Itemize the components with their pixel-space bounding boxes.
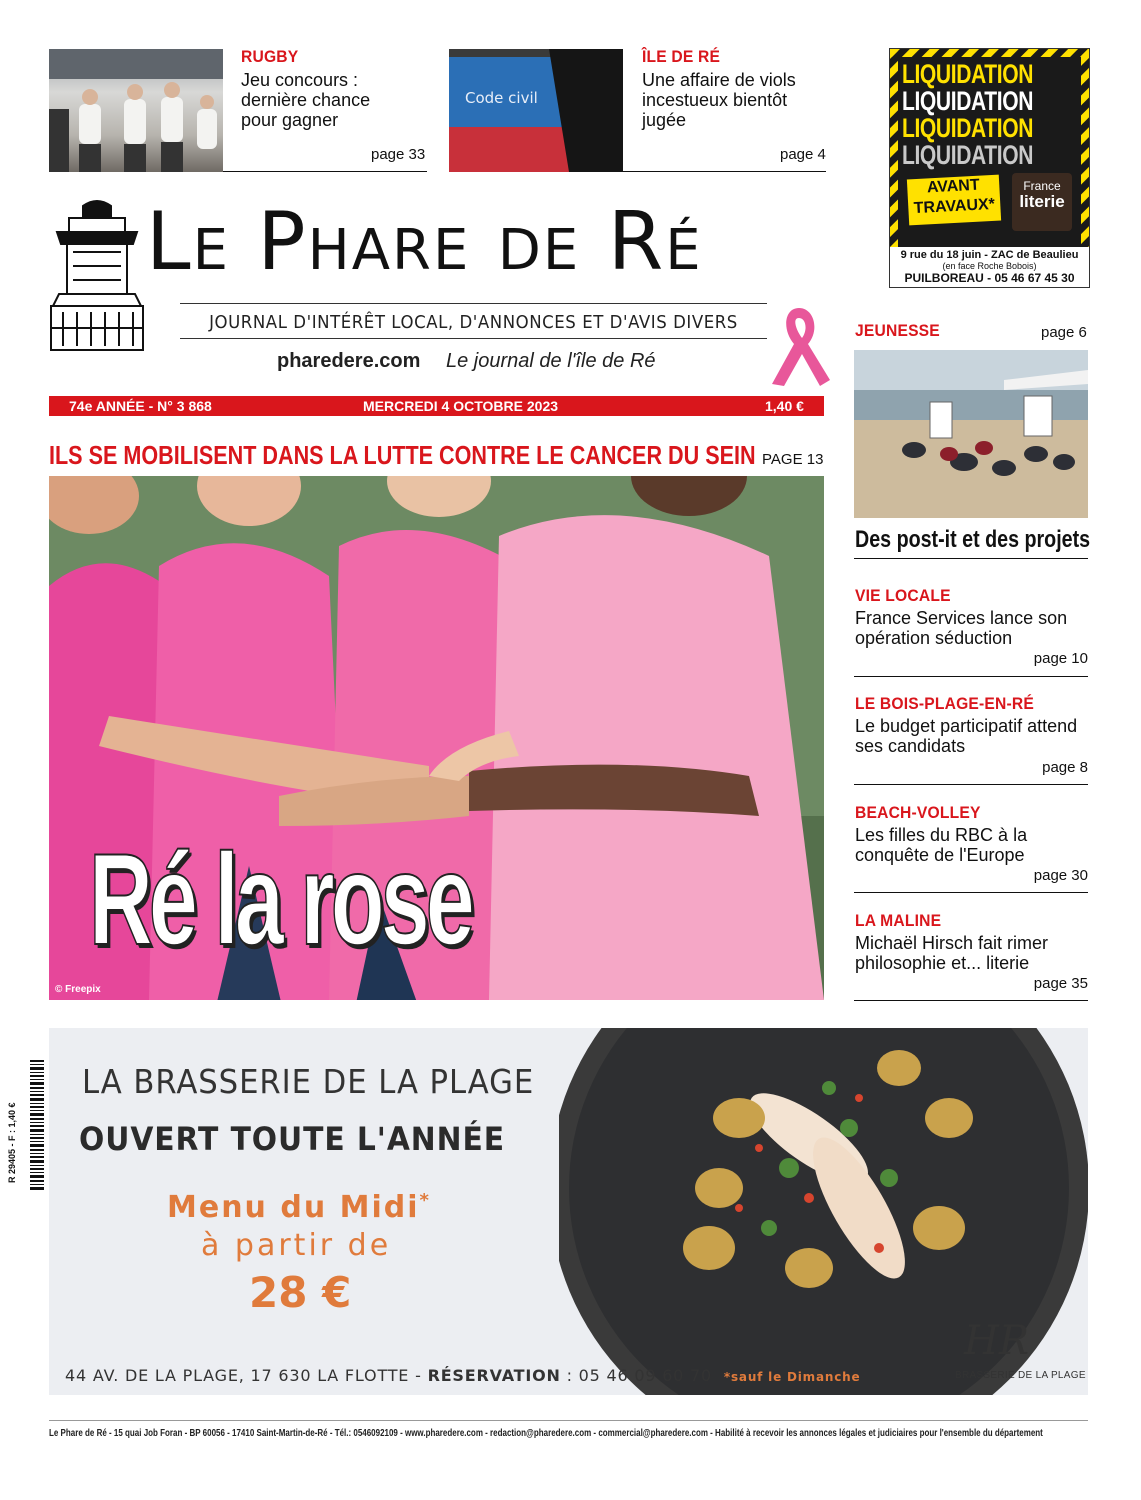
ad-address-2: (en face Roche Bobois)	[942, 261, 1037, 271]
sidebar-item-kicker: BEACH-VOLLEY	[855, 803, 981, 822]
issue-date: MERCREDI 4 OCTOBRE 2023	[363, 398, 559, 414]
barcode-text: R 29405 - F : 1,40 €	[7, 1102, 17, 1183]
france-literie-logo	[1012, 173, 1072, 231]
rugby-kicker: RUGBY	[241, 47, 299, 66]
masthead-rule-top	[180, 303, 767, 304]
sidebar-item-text: France Services lance son opération séduction	[855, 608, 1068, 648]
photo-credit: © Freepix	[55, 984, 101, 995]
ile-de-re-kicker: ÎLE DE RÉ	[642, 47, 721, 66]
menu-star: *	[419, 1190, 431, 1211]
sidebar-item-text: Michaël Hirsch fait rimer philosophie et... literie	[855, 933, 1049, 973]
reservation-label: RÉSERVATION	[427, 1366, 561, 1385]
main-headline-page[interactable]: PAGE 13	[762, 451, 824, 468]
sidebar-item-kicker: LA MALINE	[855, 911, 942, 930]
sidebar-rule-4	[854, 1000, 1088, 1001]
code-civil-label: Code civil	[465, 89, 538, 107]
liquidation-ad[interactable]	[889, 48, 1090, 288]
sidebar-item-text: Les filles du RBC à la conquête de l'Europe	[855, 825, 1028, 865]
rugby-teaser[interactable]: Jeu concours : dernière chance pour gagner	[241, 70, 371, 130]
sidebar-item-page: page 10	[1033, 650, 1088, 667]
jeunesse-headline[interactable]: Des post-it et des projets	[855, 526, 1091, 553]
sidebar-item-la-maline[interactable]	[855, 911, 1088, 1001]
menu-price: 28 €	[249, 1268, 352, 1317]
rugby-photo-illustration	[49, 49, 223, 172]
main-headline[interactable]: ILS SE MOBILISENT DANS LA LUTTE CONTRE LE CANCER DU SEIN	[49, 440, 756, 470]
code-civil-photo	[449, 49, 623, 172]
masthead-tagline: Le journal de l'île de Ré	[446, 350, 656, 372]
issue-bar	[49, 396, 824, 416]
sidebar-item-bois-plage[interactable]	[855, 694, 1088, 784]
issue-number: 74e ANNÉE - N° 3 868	[69, 398, 212, 414]
sidebar-rule-3	[854, 892, 1088, 893]
travaux-label: TRAVAUX*	[913, 195, 996, 218]
jeunesse-kicker: JEUNESSE	[855, 321, 940, 340]
sidebar-item-text: Le budget participatif attend ses candidats	[855, 716, 1078, 756]
sidebar-item-page: page 35	[1033, 975, 1088, 992]
footer-rule	[49, 1420, 1088, 1421]
brasserie-logo-mark: HR	[964, 1318, 1029, 1364]
sidebar-rule-2	[854, 784, 1088, 785]
brasserie-open: OUVERT TOUTE L'ANNÉE	[79, 1120, 505, 1158]
literie-label: literie	[1019, 192, 1065, 211]
sidebar-item-kicker: LE BOIS-PLAGE-EN-RÉ	[855, 694, 1035, 713]
brasserie-logo-text: BRASSERIE DE LA PLAGE	[955, 1370, 1086, 1381]
liquidation-line-2: LIQUIDATION	[902, 86, 1034, 116]
avant-label: AVANT	[926, 176, 981, 197]
masthead-subtitle: JOURNAL D'INTÉRÊT LOCAL, D'ANNONCES ET D'AVIS DIVERS	[209, 312, 738, 333]
rugby-photo	[49, 49, 223, 172]
sidebar-rule-0	[854, 558, 1088, 559]
masthead-site[interactable]: pharedere.com	[277, 350, 421, 372]
sidebar-item-beach-volley[interactable]	[855, 803, 1088, 893]
newspaper-title: Le Phare de Ré	[146, 195, 703, 288]
rugby-page[interactable]: page 33	[371, 146, 426, 163]
ile-de-re-page[interactable]: page 4	[780, 146, 826, 163]
barcode	[4, 1060, 44, 1190]
brasserie-address: 44 AV. DE LA PLAGE, 17 630 LA FLOTTE -	[65, 1366, 428, 1385]
reservation-note: *sauf le Dimanche	[723, 1370, 861, 1384]
footer-text: Le Phare de Ré - 15 quai Job Foran - BP 60056 - 17410 Saint-Martin-de-Ré - Tél.: 0546092109 - www.pharedere.com - redaction@pharedere.com - commercial@pharedere.com - Habilité à recevoir les annonces légales et judiciaires pour l'ensemble du département	[49, 1428, 1043, 1439]
liquidation-line-4: LIQUIDATION	[902, 140, 1034, 170]
sidebar-item-vie-locale[interactable]	[855, 586, 1088, 676]
france-label: France	[1023, 179, 1061, 193]
jeunesse-photo-illustration	[854, 350, 1088, 518]
cover-title: Ré la rose	[89, 826, 471, 972]
sidebar-item-page: page 8	[1042, 759, 1088, 776]
ile-de-re-rule	[623, 171, 826, 172]
jeunesse-photo	[854, 350, 1088, 518]
sidebar-rule-1	[854, 676, 1088, 677]
rugby-rule	[223, 171, 427, 172]
brasserie-address-line	[65, 1366, 860, 1385]
pink-ribbon-icon	[764, 300, 834, 390]
cover-photo[interactable]	[49, 476, 824, 1000]
jeunesse-page[interactable]: page 6	[1041, 324, 1087, 341]
ad-address-3: PUILBOREAU - 05 46 67 45 30	[904, 271, 1075, 285]
liquidation-line-3: LIQUIDATION	[902, 113, 1034, 143]
ad-address-1: 9 rue du 18 juin - ZAC de Beaulieu	[900, 249, 1079, 261]
menu-label	[167, 1190, 431, 1225]
liquidation-line-1: LIQUIDATION	[902, 59, 1034, 89]
sidebar-item-kicker: VIE LOCALE	[855, 586, 951, 605]
brasserie-ad[interactable]	[49, 1028, 1088, 1395]
brasserie-name: LA BRASSERIE DE LA PLAGE	[82, 1062, 535, 1101]
menu-from: à partir de	[201, 1228, 392, 1263]
issue-price: 1,40 €	[765, 398, 804, 414]
barcode-bars	[30, 1060, 44, 1190]
lighthouse-logo-icon	[49, 196, 145, 354]
masthead-rule-bottom	[180, 338, 767, 339]
avant-travaux-badge	[907, 175, 1001, 226]
code-civil-illustration	[449, 49, 623, 172]
menu-text: Menu du Midi	[167, 1190, 420, 1225]
reservation-phone[interactable]: : 05 46 09 60 70	[560, 1366, 713, 1385]
ile-de-re-teaser[interactable]: Une affaire de viols incestueux bientôt jugée	[642, 70, 796, 130]
sidebar-item-page: page 30	[1033, 867, 1088, 884]
